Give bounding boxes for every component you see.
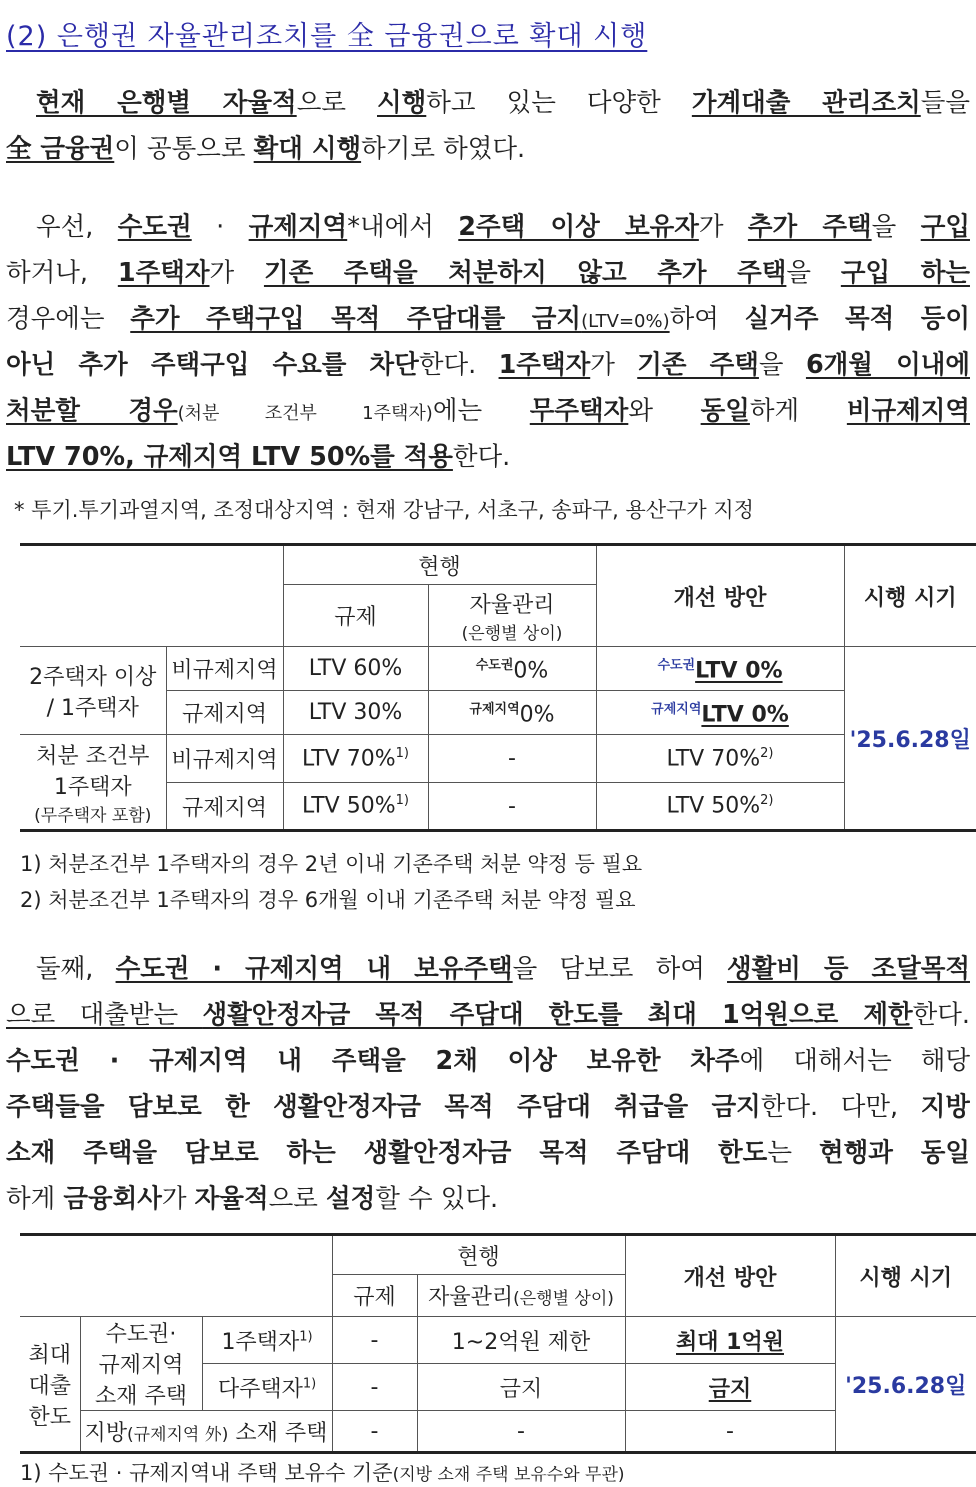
paragraph-1 — [6, 80, 970, 172]
table1-group-multi — [20, 647, 166, 735]
table2-row2-reg: - — [332, 1364, 417, 1411]
living-loan-table — [20, 1233, 976, 1454]
para3-line4: 주택들을 담보로 한 생활안정자금 목적 주담대 취급을 금지한다. 다만, 지방 — [6, 1092, 970, 1122]
table2-row2-improve: 금지 — [625, 1364, 835, 1411]
table1-group-conditional — [20, 735, 166, 831]
table2-header-when: 시행 시기 — [835, 1235, 976, 1317]
table1-header-when: 시행 시기 — [844, 545, 976, 647]
para3-line6: 하게 금융회사가 자율적으로 설정할 수 있다. — [6, 1184, 499, 1214]
para2-line2: 하거나, 1주택자가 기존 주택을 처분하지 않고 추가 주택을 구입 하는 — [6, 258, 970, 288]
table2-corner — [20, 1235, 332, 1317]
table1-header-self-label: 자율관리 — [469, 592, 555, 618]
table2-row2-self: 금지 — [417, 1364, 625, 1411]
table1-group-cond-l1: 처분 조건부 — [36, 743, 150, 769]
table1-row4-area: 규제지역 — [166, 783, 283, 831]
para3-line1: 둘째, 수도권 · 규제지역 내 보유주택을 담보로 하여 생활비 등 조달목적 — [36, 954, 970, 984]
table1-group-cond-l2: 1주택자 — [53, 774, 132, 800]
table1-note-1: 1) 처분조건부 1주택자의 경우 2년 이내 기존주택 처분 약정 등 필요 — [20, 852, 643, 876]
table1-row3-reg: LTV 70%$^{1)}$ — [283, 735, 428, 783]
table2-row3-self: - — [417, 1411, 625, 1453]
table2-row3-reg: - — [332, 1411, 417, 1453]
table1-header-self-sub: (은행별 상이) — [461, 623, 563, 644]
table2-when: '25.6.28일 — [835, 1317, 976, 1453]
table2-header-self: 자율관리(은행별 상이) — [417, 1275, 625, 1317]
para1-line1: 현재 은행별 자율적으로 시행하고 있는 다양한 가계대출 관리조치들을 — [36, 88, 970, 118]
table1-row4-improve: LTV 50%$^{2)}$ — [596, 783, 844, 831]
table2-header-improve: 개선 방안 — [625, 1235, 835, 1317]
table2-header-reg: 규제 — [332, 1275, 417, 1317]
table1-row3-area: 비규제지역 — [166, 735, 283, 783]
table1-row4-reg: LTV 50%$^{1)}$ — [283, 783, 428, 831]
region-footnote: * 투기.투기과열지역, 조정대상지역 : 현재 강남구, 서초구, 송파구, 용산구가 지정 — [14, 498, 754, 522]
table2-row1-improve: 최대 1억원 — [625, 1317, 835, 1364]
table1-row2-area: 규제지역 — [166, 691, 283, 735]
para2-line5: 처분할 경우(처분 조건부 1주택자)에는 무주택자와 동일하게 비규제지역 — [6, 396, 970, 426]
table1-note-2: 2) 처분조건부 1주택자의 경우 6개월 이내 기존주택 처분 약정 필요 — [20, 888, 636, 912]
para1-line2: 全 금융권이 공통으로 확대 시행하기로 하였다. — [6, 134, 526, 164]
table1-row3-improve: LTV 70%$^{2)}$ — [596, 735, 844, 783]
table1-row1-self: $^{수도권}$0% — [428, 647, 596, 691]
table1-header-reg: 규제 — [283, 585, 428, 647]
table1-row2-reg: LTV 30% — [283, 691, 428, 735]
table2-header-current: 현행 — [332, 1235, 625, 1275]
table1-row1-reg: LTV 60% — [283, 647, 428, 691]
table1-row3-self: - — [428, 735, 596, 783]
para3-line5: 소재 주택을 담보로 하는 생활안정자금 목적 주담대 한도는 현행과 동일 — [6, 1138, 970, 1168]
table2-area-local: 지방(규제지역 外) 소재 주택 — [80, 1411, 332, 1453]
table2-area1-l1: 수도권· — [105, 1322, 177, 1347]
section-heading: (2) 은행권 자율관리조치를 全 금융권으로 확대 시행 — [6, 21, 648, 52]
table2-side-label — [20, 1317, 80, 1453]
table2-area1-l2: 규제지역 — [98, 1353, 184, 1378]
table2-area1-l3: 소재 주택 — [94, 1384, 187, 1409]
table1-header-current: 현행 — [283, 545, 596, 585]
table2-side-l1: 최대 — [28, 1342, 71, 1368]
para2-line3: 경우에는 추가 주택구입 목적 주담대를 금지(LTV=0%)하여 실거주 목적 등이 — [6, 304, 970, 334]
table1-row2-improve: $^{규제지역}$LTV 0% — [596, 691, 844, 735]
para2-line1: 우선, 수도권 · 규제지역*내에서 2주택 이상 보유자가 추가 주택을 구입 — [36, 212, 970, 242]
table1-group-multi-l1: 2주택자 이상 — [29, 664, 157, 690]
para3-line2: 으로 대출받는 생활안정자금 목적 주담대 한도를 최대 1억원으로 제한한다. — [6, 1000, 970, 1030]
table2-row3-improve: - — [625, 1411, 835, 1453]
table2-row2-type: 다주택자$^{1)}$ — [202, 1364, 332, 1411]
table2-row1-self: 1~2억원 제한 — [417, 1317, 625, 1364]
ltv-table — [20, 543, 976, 832]
table1-row2-self: $^{규제지역}$0% — [428, 691, 596, 735]
paragraph-2 — [6, 204, 970, 480]
table1-row1-area: 비규제지역 — [166, 647, 283, 691]
para2-line4: 아닌 추가 주택구입 수요를 차단한다. 1주택자가 기존 주택을 6개월 이내에 — [6, 350, 970, 380]
paragraph-3 — [6, 946, 970, 1222]
table2-note: 1) 수도권 · 규제지역내 주택 보유수 기준(지방 소재 주택 보유수와 무관) — [20, 1461, 625, 1485]
table2-side-l2: 대출 — [28, 1373, 71, 1399]
table1-row1-improve: $^{수도권}$LTV 0% — [596, 647, 844, 691]
table1-corner — [20, 545, 283, 647]
table1-header-self — [428, 585, 596, 647]
table2-row1-reg: - — [332, 1317, 417, 1364]
table1-group-multi-l2: / 1주택자 — [46, 695, 139, 721]
table1-group-cond-l3: (무주택자 포함) — [34, 805, 152, 826]
table1-header-improve: 개선 방안 — [596, 545, 844, 647]
para3-line3: 수도권 · 규제지역 내 주택을 2채 이상 보유한 차주에 대해서는 해당 — [6, 1046, 970, 1076]
table1-when: '25.6.28일 — [844, 647, 976, 831]
table2-row1-type: 1주택자$^{1)}$ — [202, 1317, 332, 1364]
table2-side-l3: 한도 — [28, 1404, 71, 1430]
table2-area-capital — [80, 1317, 202, 1411]
para2-line6: LTV 70%, 규제지역 LTV 50%를 적용한다. — [6, 442, 511, 472]
table1-row4-self: - — [428, 783, 596, 831]
